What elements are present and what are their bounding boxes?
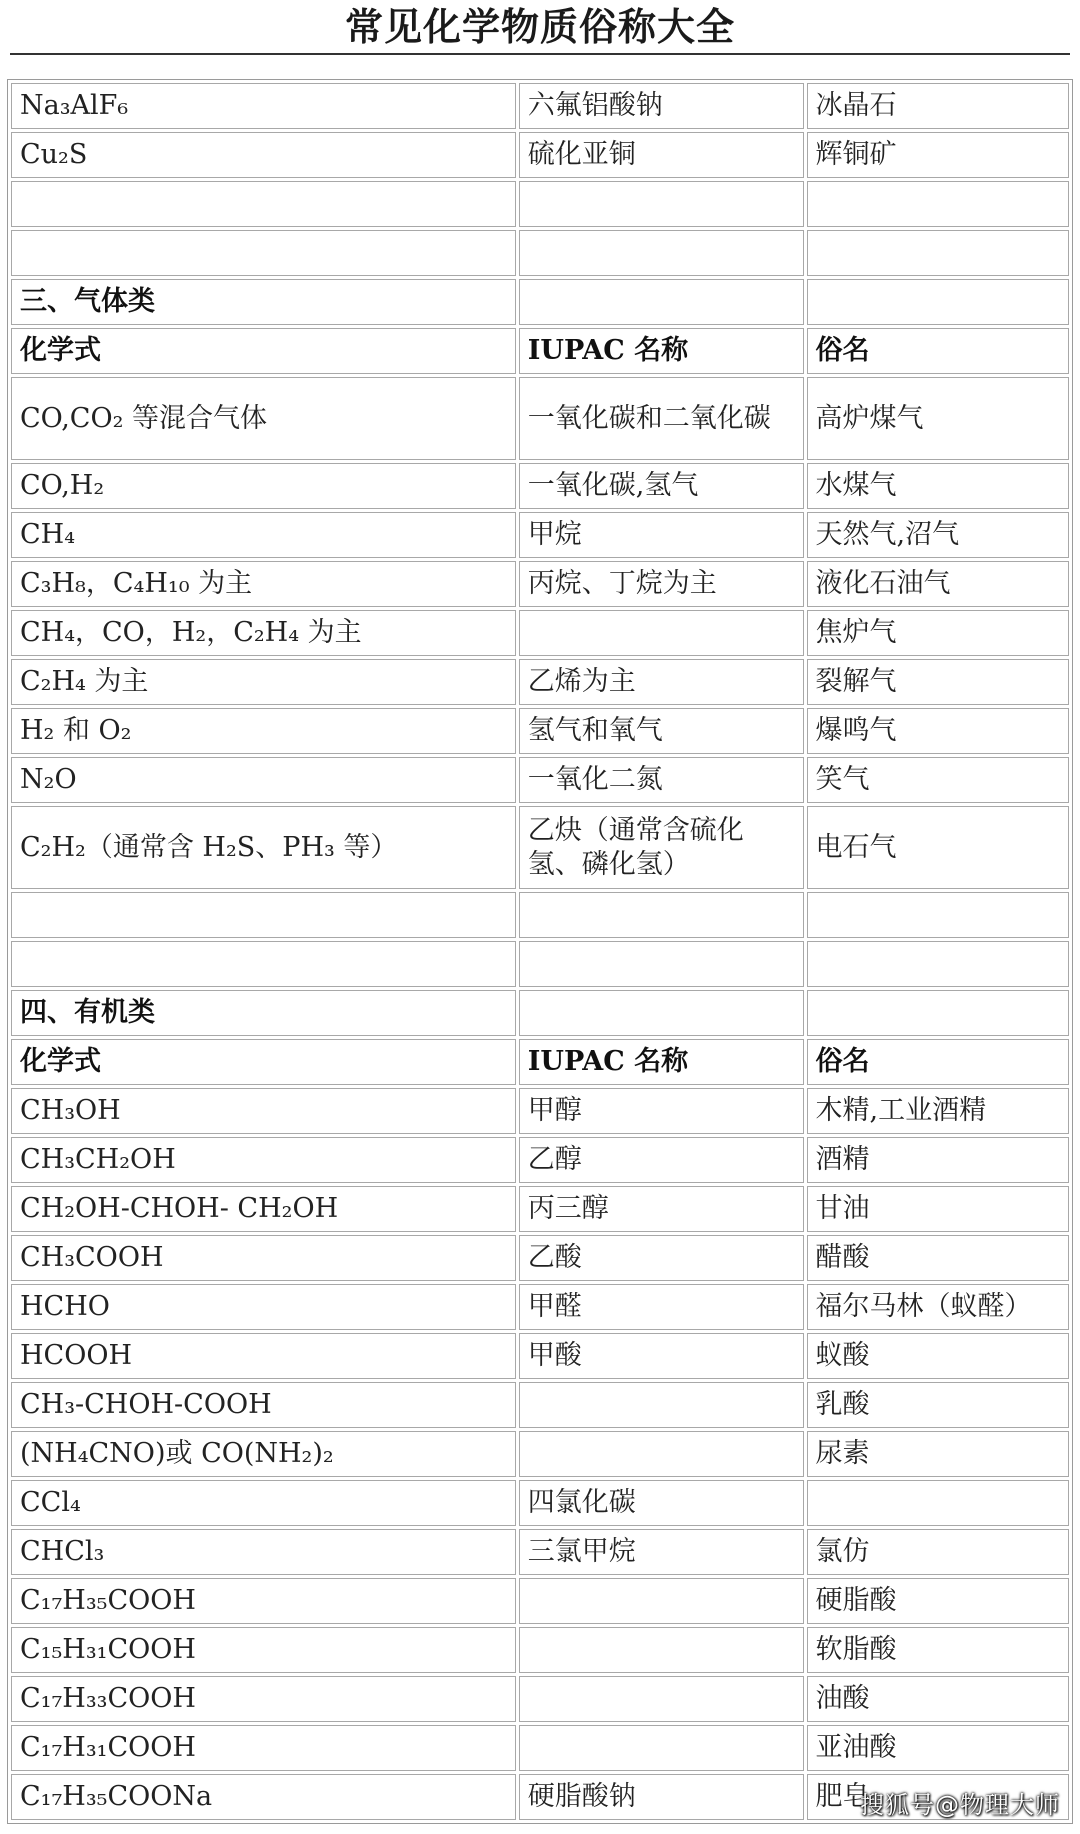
common-name-cell: 尿素 bbox=[807, 1431, 1070, 1477]
table-row bbox=[11, 1578, 1069, 1624]
common-name-cell: 焦炉气 bbox=[807, 610, 1070, 656]
common-name-cell: 蚁酸 bbox=[807, 1333, 1070, 1379]
formula-cell bbox=[11, 892, 516, 938]
table-row bbox=[11, 1186, 1069, 1232]
chemical-names-table bbox=[7, 79, 1073, 1824]
formula-cell: CH₃-CHOH-COOH bbox=[11, 1382, 516, 1428]
column-header-row bbox=[11, 1039, 1069, 1085]
formula-cell: C₂H₂（通常含 H₂S、PH₃ 等） bbox=[11, 806, 516, 889]
formula-cell: CH₃COOH bbox=[11, 1235, 516, 1281]
table-row bbox=[11, 610, 1069, 656]
common-name-cell: 辉铜矿 bbox=[807, 132, 1070, 178]
formula-cell: N₂O bbox=[11, 757, 516, 803]
iupac-name-cell bbox=[519, 230, 804, 276]
table-row bbox=[11, 1333, 1069, 1379]
common-name-cell bbox=[807, 230, 1070, 276]
table-row bbox=[11, 1137, 1069, 1183]
formula-cell: HCHO bbox=[11, 1284, 516, 1330]
table-row bbox=[11, 512, 1069, 558]
iupac-name-cell: 四氯化碳 bbox=[519, 1480, 804, 1526]
formula-cell bbox=[11, 230, 516, 276]
iupac-name-cell bbox=[519, 181, 804, 227]
formula-cell: HCOOH bbox=[11, 1333, 516, 1379]
table-row bbox=[11, 1529, 1069, 1575]
common-name-cell: 油酸 bbox=[807, 1676, 1070, 1722]
formula-cell: CH₃CH₂OH bbox=[11, 1137, 516, 1183]
formula-cell: H₂ 和 O₂ bbox=[11, 708, 516, 754]
iupac-name-cell: 六氟铝酸钠 bbox=[519, 83, 804, 129]
iupac-name-cell bbox=[519, 990, 804, 1036]
formula-cell: CH₄ bbox=[11, 512, 516, 558]
table-row bbox=[11, 1431, 1069, 1477]
iupac-name-cell: 甲烷 bbox=[519, 512, 804, 558]
blank-row bbox=[11, 892, 1069, 938]
page-title: 常见化学物质俗称大全 bbox=[344, 4, 735, 49]
iupac-name-cell bbox=[519, 1627, 804, 1673]
common-name-cell: 天然气,沼气 bbox=[807, 512, 1070, 558]
blank-row bbox=[11, 230, 1069, 276]
iupac-name-cell bbox=[519, 1725, 804, 1771]
iupac-name-cell: 三氯甲烷 bbox=[519, 1529, 804, 1575]
iupac-name-cell: 一氧化碳和二氧化碳 bbox=[519, 377, 804, 460]
common-name-cell: 醋酸 bbox=[807, 1235, 1070, 1281]
common-name-cell bbox=[807, 279, 1070, 325]
blank-row bbox=[11, 941, 1069, 987]
common-name-cell: 笑气 bbox=[807, 757, 1070, 803]
common-name-cell: 乳酸 bbox=[807, 1382, 1070, 1428]
table-row bbox=[11, 1676, 1069, 1722]
formula-cell: (NH₄CNO)或 CO(NH₂)₂ bbox=[11, 1431, 516, 1477]
formula-cell: C₁₇H₃₅COOH bbox=[11, 1578, 516, 1624]
section-heading-row bbox=[11, 279, 1069, 325]
table-row bbox=[11, 1480, 1069, 1526]
iupac-name-cell: 丙三醇 bbox=[519, 1186, 804, 1232]
section-heading: 四、有机类 bbox=[11, 990, 516, 1036]
formula-cell: C₁₇H₃₁COOH bbox=[11, 1725, 516, 1771]
column-header-c2: IUPAC 名称 bbox=[519, 328, 804, 374]
formula-cell: CCl₄ bbox=[11, 1480, 516, 1526]
iupac-name-cell bbox=[519, 941, 804, 987]
iupac-name-cell bbox=[519, 1382, 804, 1428]
iupac-name-cell: 乙烯为主 bbox=[519, 659, 804, 705]
column-header-c3: 俗名 bbox=[807, 328, 1070, 374]
iupac-name-cell: 甲酸 bbox=[519, 1333, 804, 1379]
blank-row bbox=[11, 181, 1069, 227]
table-row bbox=[11, 806, 1069, 889]
common-name-cell: 爆鸣气 bbox=[807, 708, 1070, 754]
common-name-cell: 酒精 bbox=[807, 1137, 1070, 1183]
column-header-c2: IUPAC 名称 bbox=[519, 1039, 804, 1085]
iupac-name-cell bbox=[519, 1431, 804, 1477]
formula-cell: C₁₇H₃₃COOH bbox=[11, 1676, 516, 1722]
iupac-name-cell bbox=[519, 279, 804, 325]
formula-cell: C₁₇H₃₅COONa bbox=[11, 1774, 516, 1820]
column-header-c1: 化学式 bbox=[11, 1039, 516, 1085]
table-row bbox=[11, 1235, 1069, 1281]
table-row bbox=[11, 1725, 1069, 1771]
formula-cell: CH₂OH-CHOH- CH₂OH bbox=[11, 1186, 516, 1232]
common-name-cell bbox=[807, 990, 1070, 1036]
formula-cell: C₁₅H₃₁COOH bbox=[11, 1627, 516, 1673]
common-name-cell: 肥皂 bbox=[807, 1774, 1070, 1820]
iupac-name-cell: 乙酸 bbox=[519, 1235, 804, 1281]
table-row bbox=[11, 1382, 1069, 1428]
iupac-name-cell: 硫化亚铜 bbox=[519, 132, 804, 178]
iupac-name-cell: 硬脂酸钠 bbox=[519, 1774, 804, 1820]
common-name-cell: 液化石油气 bbox=[807, 561, 1070, 607]
formula-cell: Cu₂S bbox=[11, 132, 516, 178]
table-row bbox=[11, 757, 1069, 803]
table-row bbox=[11, 83, 1069, 129]
table-row bbox=[11, 561, 1069, 607]
formula-cell: C₂H₄ 为主 bbox=[11, 659, 516, 705]
iupac-name-cell: 乙醇 bbox=[519, 1137, 804, 1183]
common-name-cell: 水煤气 bbox=[807, 463, 1070, 509]
common-name-cell: 电石气 bbox=[807, 806, 1070, 889]
formula-cell: CO,CO₂ 等混合气体 bbox=[11, 377, 516, 460]
iupac-name-cell bbox=[519, 1578, 804, 1624]
table-row bbox=[11, 1088, 1069, 1134]
table-row bbox=[11, 377, 1069, 460]
common-name-cell: 福尔马林（蚁醛） bbox=[807, 1284, 1070, 1330]
common-name-cell bbox=[807, 1480, 1070, 1526]
iupac-name-cell: 甲醛 bbox=[519, 1284, 804, 1330]
table-row bbox=[11, 1284, 1069, 1330]
common-name-cell: 冰晶石 bbox=[807, 83, 1070, 129]
column-header-c1: 化学式 bbox=[11, 328, 516, 374]
formula-cell: CH₄，CO，H₂，C₂H₄ 为主 bbox=[11, 610, 516, 656]
formula-cell: C₃H₈，C₄H₁₀ 为主 bbox=[11, 561, 516, 607]
column-header-c3: 俗名 bbox=[807, 1039, 1070, 1085]
formula-cell: Na₃AlF₆ bbox=[11, 83, 516, 129]
table-body bbox=[11, 83, 1069, 1820]
iupac-name-cell: 乙炔（通常含硫化氢、磷化氢） bbox=[519, 806, 804, 889]
common-name-cell: 甘油 bbox=[807, 1186, 1070, 1232]
common-name-cell: 木精,工业酒精 bbox=[807, 1088, 1070, 1134]
watermark: 搜狐号@物理大师 bbox=[860, 1791, 1060, 1819]
title-divider bbox=[10, 53, 1070, 55]
table-row bbox=[11, 1627, 1069, 1673]
iupac-name-cell bbox=[519, 892, 804, 938]
section-heading: 三、气体类 bbox=[11, 279, 516, 325]
common-name-cell: 软脂酸 bbox=[807, 1627, 1070, 1673]
common-name-cell: 高炉煤气 bbox=[807, 377, 1070, 460]
common-name-cell: 裂解气 bbox=[807, 659, 1070, 705]
iupac-name-cell bbox=[519, 1676, 804, 1722]
iupac-name-cell: 一氧化二氮 bbox=[519, 757, 804, 803]
table-row bbox=[11, 132, 1069, 178]
table-row bbox=[11, 659, 1069, 705]
formula-cell bbox=[11, 181, 516, 227]
formula-cell bbox=[11, 941, 516, 987]
common-name-cell: 氯仿 bbox=[807, 1529, 1070, 1575]
iupac-name-cell: 丙烷、丁烷为主 bbox=[519, 561, 804, 607]
common-name-cell bbox=[807, 892, 1070, 938]
column-header-row bbox=[11, 328, 1069, 374]
formula-cell: CO,H₂ bbox=[11, 463, 516, 509]
common-name-cell: 硬脂酸 bbox=[807, 1578, 1070, 1624]
section-heading-row bbox=[11, 990, 1069, 1036]
iupac-name-cell bbox=[519, 610, 804, 656]
formula-cell: CH₃OH bbox=[11, 1088, 516, 1134]
common-name-cell bbox=[807, 181, 1070, 227]
common-name-cell bbox=[807, 941, 1070, 987]
formula-cell: CHCl₃ bbox=[11, 1529, 516, 1575]
table-row bbox=[11, 708, 1069, 754]
iupac-name-cell: 甲醇 bbox=[519, 1088, 804, 1134]
iupac-name-cell: 一氧化碳,氢气 bbox=[519, 463, 804, 509]
iupac-name-cell: 氢气和氧气 bbox=[519, 708, 804, 754]
common-name-cell: 亚油酸 bbox=[807, 1725, 1070, 1771]
table-row bbox=[11, 463, 1069, 509]
